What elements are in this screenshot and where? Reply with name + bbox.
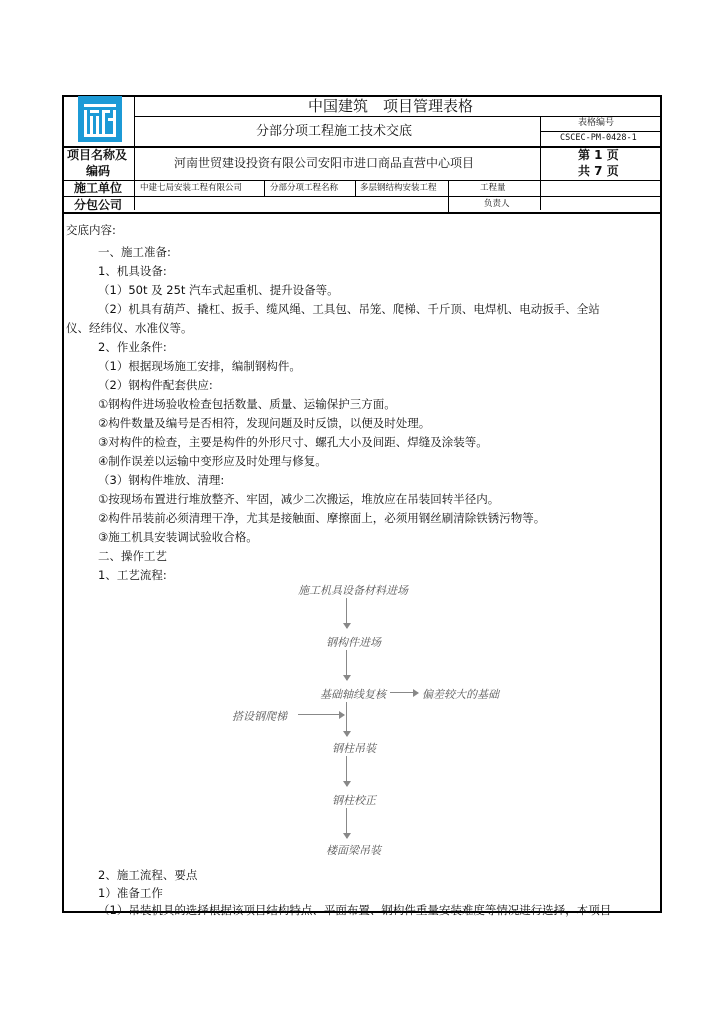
content-line: （1）根据现场施工安排，编制钢构件。 — [98, 359, 301, 373]
subproject-divider — [355, 180, 356, 196]
code-inner-divider — [540, 131, 662, 132]
subproject: 多层钢结构安装工程 — [360, 183, 437, 193]
content-line: 二、操作工艺 — [98, 549, 167, 563]
flow-node-deviation: 偏差较大的基础 — [422, 688, 499, 701]
content-line: ①钢构件进场验收检查包括数量、质量、运输保护三方面。 — [98, 397, 396, 411]
flow-arrow — [298, 714, 344, 715]
quantity-divider — [448, 180, 449, 212]
flow-node-steel-entry: 钢构件进场 — [326, 636, 381, 649]
content-line: 仪、经纬仪、水准仪等。 — [66, 321, 193, 335]
flow-node-axis-check: 基础轴线复核 — [320, 688, 386, 701]
content-line: ②构件数量及编号是否相符，发现问题及时反馈，以便及时处理。 — [98, 416, 431, 430]
content-line: （2）钢构件配套供应: — [98, 378, 213, 392]
page-number: 第 1 页 — [578, 148, 619, 162]
row-divider-4 — [62, 212, 662, 214]
flow-node-equipment-entry: 施工机具设备材料进场 — [298, 584, 408, 597]
page-total: 共 7 页 — [578, 164, 619, 178]
cscec-logo — [78, 96, 122, 142]
flow-arrow — [390, 692, 418, 693]
project-label-divider — [134, 146, 135, 210]
project-name: 河南世贸建设投资有限公司安阳市进口商品直营中心项目 — [174, 156, 475, 170]
flow-node-beam-lift: 楼面梁吊装 — [326, 844, 381, 857]
flow-node-column-correction: 钢柱校正 — [332, 794, 376, 807]
flow-arrow — [346, 598, 347, 628]
unit-divider — [264, 180, 265, 196]
content-line: （1）吊装机具的选择根据该项目结构特点、平面布置、钢构件重量安装难度等情况进行选择，本项目 — [98, 903, 612, 917]
content-line: ③对构件的检查，主要是构件的外形尺寸、螺孔大小及间距、焊缝及涂装等。 — [98, 435, 488, 449]
project-label-line1: 项目名称及 — [67, 148, 128, 162]
content-line: ③施工机具安装调试验收合格。 — [98, 530, 258, 544]
content-line: （2）机具有葫芦、撬杠、扳手、缆风绳、工具包、吊笼、爬梯、千斤顶、电焊机、电动扳手、全站 — [98, 302, 600, 316]
content-line: （1）50t 及 25t 汽车式起重机、提升设备等。 — [98, 283, 339, 297]
form-code-label: 表格编号 — [578, 118, 615, 128]
logo-divider — [134, 95, 135, 146]
title-divider — [134, 116, 662, 117]
responsible-label: 负责人 — [484, 199, 510, 209]
project-label-line2: 编码 — [86, 164, 111, 178]
content-line: 2、施工流程、要点 — [98, 868, 198, 882]
construction-unit-label: 施工单位 — [74, 181, 123, 195]
subcontractor-label: 分包公司 — [74, 198, 123, 212]
content-line: 1）准备工作 — [98, 886, 163, 900]
subproject-label: 分部分项工程名称 — [270, 183, 339, 193]
flow-arrow — [346, 702, 347, 736]
page-divider — [540, 146, 541, 210]
content-line: 1、机具设备: — [98, 264, 167, 278]
content-line: （3）钢构件堆放、清理: — [98, 473, 225, 487]
content-intro: 交底内容: — [66, 223, 116, 237]
content-line: ②构件吊装前必须清理干净，尤其是接触面、摩擦面上，必须用钢丝刷清除铁锈污物等。 — [98, 511, 546, 525]
content-line: ④制作误差以运输中变形应及时处理与修复。 — [98, 454, 327, 468]
company-title: 中国建筑 项目管理表格 — [308, 97, 474, 115]
row-divider-3 — [62, 196, 662, 197]
form-title: 分部分项工程施工技术交底 — [256, 124, 413, 139]
flow-node-column-lift: 钢柱吊装 — [332, 742, 376, 755]
content-line: 2、作业条件: — [98, 340, 167, 354]
flow-arrow — [346, 650, 347, 680]
flow-arrow — [346, 808, 347, 838]
content-line: 1、工艺流程: — [98, 568, 167, 582]
flow-arrow — [346, 756, 347, 786]
row-divider-1 — [62, 146, 662, 148]
quantity-label: 工程量 — [480, 183, 506, 193]
row-divider-2 — [62, 180, 662, 181]
form-code: CSCEC-PM-0428-1 — [560, 133, 637, 143]
content-line: ①按现场布置进行堆放整齐、牢固，减少二次搬运，堆放应在吊装回转半径内。 — [98, 492, 500, 506]
content-line: 一、施工准备: — [98, 245, 171, 259]
flow-node-ladder: 搭设钢爬梯 — [232, 710, 287, 723]
construction-unit: 中建七局安装工程有限公司 — [140, 183, 243, 193]
